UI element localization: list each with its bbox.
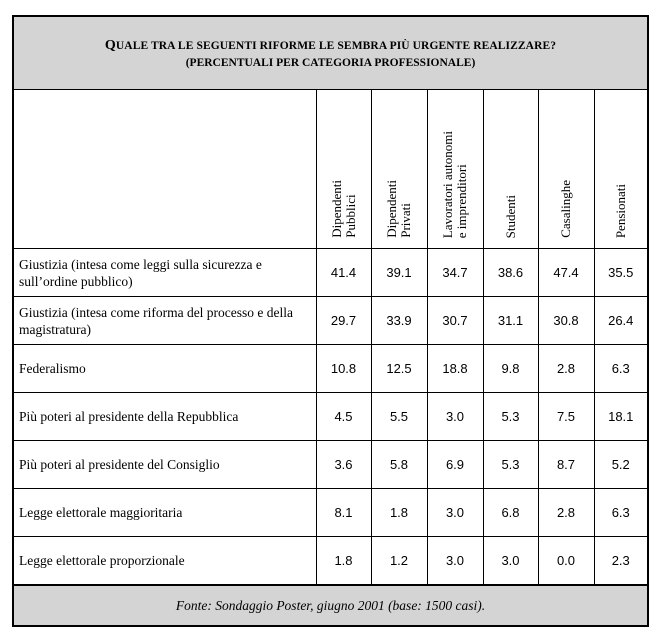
table-cell: 29.7 — [316, 297, 371, 345]
column-header-label: Studenti — [502, 194, 518, 238]
table-cell: 1.8 — [316, 537, 371, 585]
title-initial: Q — [104, 37, 116, 53]
column-header-label: Pensionati — [612, 183, 628, 238]
table-cell: 5.2 — [594, 441, 647, 489]
table-cell: 10.8 — [316, 345, 371, 393]
source-footer — [14, 585, 647, 625]
column-header — [316, 90, 371, 249]
table-row — [14, 441, 647, 489]
table-cell: 6.8 — [483, 489, 538, 537]
table-cell: 2.8 — [538, 489, 594, 537]
table-cell: 8.1 — [316, 489, 371, 537]
row-label: Più poteri al presidente della Repubblica — [14, 393, 316, 441]
table-cell: 33.9 — [371, 297, 427, 345]
title-question-rest: UALE TRA LE SEGUENTI RIFORME LE SEMBRA PIÙ URGENTE REALIZZARE? — [115, 39, 557, 52]
table-cell: 47.4 — [538, 249, 594, 297]
table-cell: 0.0 — [538, 537, 594, 585]
column-header-label: Dipendenti Privati — [384, 180, 413, 238]
column-header — [371, 90, 427, 249]
table-row — [14, 345, 647, 393]
table-cell: 6.3 — [594, 489, 647, 537]
row-label: Giustizia (intesa come riforma del processo e della magistratura) — [14, 297, 316, 345]
table-row — [14, 393, 647, 441]
table-row — [14, 297, 647, 345]
table-cell: 39.1 — [371, 249, 427, 297]
row-label: Più poteri al presidente del Consiglio — [14, 441, 316, 489]
column-header-row — [14, 90, 647, 249]
table-cell: 30.8 — [538, 297, 594, 345]
table-cell: 2.3 — [594, 537, 647, 585]
row-label: Legge elettorale proporzionale — [14, 537, 316, 585]
table-cell: 3.0 — [483, 537, 538, 585]
column-header — [427, 90, 483, 249]
table-cell: 5.3 — [483, 441, 538, 489]
row-label: Federalismo — [14, 345, 316, 393]
table-cell: 6.3 — [594, 345, 647, 393]
table-title — [14, 17, 647, 90]
table-cell: 4.5 — [316, 393, 371, 441]
table-row — [14, 537, 647, 585]
row-label: Legge elettorale maggioritaria — [14, 489, 316, 537]
table-cell: 3.0 — [427, 537, 483, 585]
column-header — [538, 90, 594, 249]
table-cell: 6.9 — [427, 441, 483, 489]
corner-cell — [14, 90, 316, 249]
title-subtitle: (PERCENTUALI PER CATEGORIA PROFESSIONALE) — [185, 56, 476, 69]
survey-table-frame — [12, 15, 649, 627]
column-header — [594, 90, 647, 249]
table-row — [14, 489, 647, 537]
table-cell: 2.8 — [538, 345, 594, 393]
table-cell: 1.2 — [371, 537, 427, 585]
table-cell: 5.5 — [371, 393, 427, 441]
table-cell: 7.5 — [538, 393, 594, 441]
table-cell: 9.8 — [483, 345, 538, 393]
table-cell: 18.1 — [594, 393, 647, 441]
table-cell: 18.8 — [427, 345, 483, 393]
table-row — [14, 249, 647, 297]
title-question — [105, 38, 556, 54]
table-cell: 30.7 — [427, 297, 483, 345]
table-cell: 34.7 — [427, 249, 483, 297]
row-label: Giustizia (intesa come leggi sulla sicurezza e sull’ordine pubblico) — [14, 249, 316, 297]
table-cell: 3.0 — [427, 489, 483, 537]
table-cell: 31.1 — [483, 297, 538, 345]
table-cell: 12.5 — [371, 345, 427, 393]
column-header-label: Casalinghe — [558, 180, 573, 238]
results-table — [14, 90, 647, 585]
column-header — [483, 90, 538, 249]
table-cell: 38.6 — [483, 249, 538, 297]
table-cell: 3.0 — [427, 393, 483, 441]
table-cell: 26.4 — [594, 297, 647, 345]
table-cell: 3.6 — [316, 441, 371, 489]
table-cell: 5.8 — [371, 441, 427, 489]
table-cell: 8.7 — [538, 441, 594, 489]
column-header-label: Lavoratori autonomi e imprenditori — [440, 130, 469, 238]
column-header-label: Dipendenti Pubblici — [328, 180, 358, 238]
table-cell: 41.4 — [316, 249, 371, 297]
source-note: Fonte: Sondaggio Poster, giugno 2001 (base: 1500 casi). — [175, 597, 486, 613]
table-cell: 1.8 — [371, 489, 427, 537]
table-cell: 35.5 — [594, 249, 647, 297]
table-cell: 5.3 — [483, 393, 538, 441]
